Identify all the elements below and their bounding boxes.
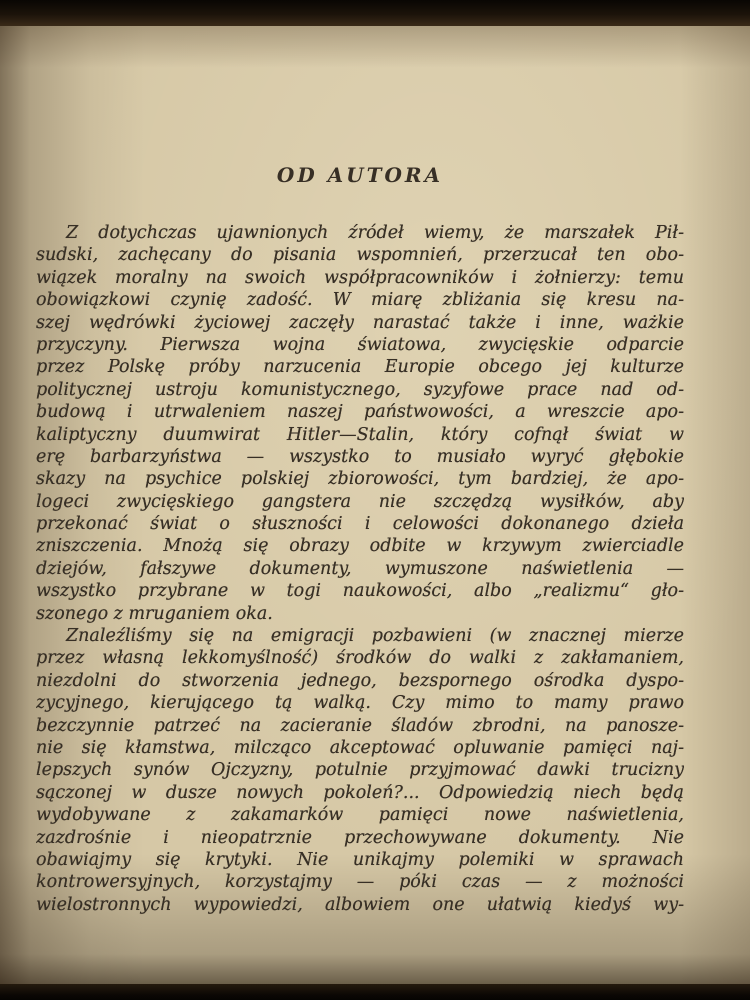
text-line: kontrowersyjnych, korzystajmy — póki czas — z możności bbox=[36, 872, 684, 893]
text-line: obawiajmy się krytyki. Nie unikajmy polemiki w sprawach bbox=[36, 849, 684, 870]
text-line: szonego z mruganiem oka. bbox=[36, 603, 273, 624]
paragraph bbox=[36, 625, 684, 916]
text-line: dziejów, fałszywe dokumenty, wymuszone naświetlenia — bbox=[36, 558, 684, 579]
text-line: politycznej ustroju komunistycznego, syzyfowe prace nad od- bbox=[36, 379, 684, 400]
text-line: Znaleźliśmy się na emigracji pozbawieni (w znacznej mierze bbox=[66, 626, 684, 647]
text-line: budową i utrwaleniem naszej państwowości, a wreszcie apo- bbox=[36, 402, 684, 423]
book-edge-top bbox=[0, 0, 750, 26]
text-line: Z dotychczas ujawnionych źródeł wiemy, że marszałek Pił- bbox=[66, 223, 684, 243]
text-line: sączonej w dusze nowych pokoleń?... Odpowiedzią niech będą bbox=[36, 782, 684, 803]
text-line: wiązek moralny na swoich współpracowników i żołnierzy: temu bbox=[36, 267, 684, 288]
book-page bbox=[0, 26, 750, 984]
text-line: skazy na psychice polskiej zbiorowości, tym bardziej, że apo- bbox=[36, 469, 684, 490]
text-line: lepszych synów Ojczyzny, potulnie przyjmować dawki trucizny bbox=[36, 760, 684, 781]
text-line: przyczyny. Pierwsza wojna światowa, zwycięskie odparcie bbox=[36, 334, 684, 355]
text-line: wszystko przybrane w togi naukowości, albo „realizmu“ gło- bbox=[36, 581, 684, 602]
text-line: zazdrośnie i nieopatrznie przechowywane dokumenty. Nie bbox=[36, 827, 684, 848]
text-line: logeci zwycięskiego gangstera nie szczędzą wysiłków, aby bbox=[36, 491, 684, 512]
text-line: przez Polskę próby narzucenia Europie obcego jej kulturze bbox=[36, 357, 684, 378]
paragraph bbox=[36, 222, 684, 625]
page-title: OD AUTORA bbox=[276, 163, 444, 187]
text-line: sudski, zachęcany do pisania wspomnień, przerzucał ten obo- bbox=[36, 245, 684, 266]
text-line: niezdolni do stworzenia jednego, bezspornego ośrodka dyspo- bbox=[36, 670, 684, 691]
page-body bbox=[36, 222, 684, 916]
text-line: obowiązkowi czynię zadość. W miarę zbliżania się kresu na- bbox=[36, 290, 684, 311]
text-line: przez własną lekkomyślność) środków do walki z zakłamaniem, bbox=[36, 648, 684, 669]
text-line: wielostronnych wypowiedzi, albowiem one ułatwią kiedyś wy- bbox=[36, 894, 684, 915]
book-edge-bottom bbox=[0, 984, 750, 1000]
text-line: bezczynnie patrzeć na zacieranie śladów zbrodni, na panosze- bbox=[36, 715, 684, 736]
text-line: przekonać świat o słuszności i celowości dokonanego dzieła bbox=[36, 514, 684, 535]
text-line: wydobywane z zakamarków pamięci nowe naświetlenia, bbox=[36, 805, 684, 826]
text-line: kaliptyczny duumwirat Hitler—Stalin, który cofnął świat w bbox=[36, 424, 684, 445]
text-line: zycyjnego, kierującego tą walką. Czy mimo to mamy prawo bbox=[36, 693, 684, 714]
text-line: erę barbarzyństwa — wszystko to musiało wyryć głębokie bbox=[36, 446, 684, 467]
text-line: szej wędrówki życiowej zaczęły narastać także i inne, ważkie bbox=[36, 312, 684, 333]
text-line: nie się kłamstwa, milcząco akceptować opluwanie pamięci naj- bbox=[36, 737, 684, 758]
text-line: zniszczenia. Mnożą się obrazy odbite w krzywym zwierciadle bbox=[36, 536, 684, 557]
